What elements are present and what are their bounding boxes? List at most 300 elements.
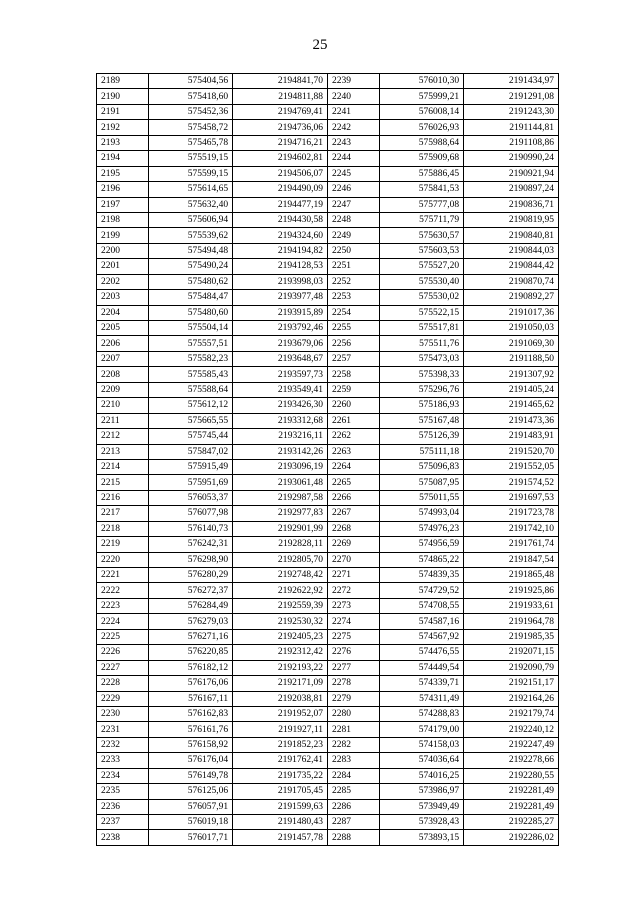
y-coordinate-right: 2192071,15 bbox=[464, 645, 559, 660]
x-coordinate-left: 575494,48 bbox=[149, 243, 233, 258]
y-coordinate-left: 2192193,22 bbox=[233, 660, 328, 675]
point-number-right: 2280 bbox=[327, 706, 379, 721]
y-coordinate-left: 2193792,46 bbox=[233, 321, 328, 336]
point-number-left: 2195 bbox=[97, 166, 149, 181]
x-coordinate-right: 574288,83 bbox=[380, 706, 464, 721]
point-number-right: 2256 bbox=[327, 336, 379, 351]
x-coordinate-right: 574449,54 bbox=[380, 660, 464, 675]
point-number-right: 2261 bbox=[327, 413, 379, 428]
y-coordinate-right: 2191520,70 bbox=[464, 444, 559, 459]
y-coordinate-left: 2194769,41 bbox=[233, 104, 328, 119]
x-coordinate-left: 576271,16 bbox=[149, 629, 233, 644]
table-row bbox=[97, 228, 559, 243]
x-coordinate-right: 576026,93 bbox=[380, 120, 464, 135]
x-coordinate-right: 575087,95 bbox=[380, 475, 464, 490]
x-coordinate-right: 573949,49 bbox=[380, 799, 464, 814]
point-number-left: 2230 bbox=[97, 706, 149, 721]
x-coordinate-left: 576057,91 bbox=[149, 799, 233, 814]
x-coordinate-right: 574839,35 bbox=[380, 568, 464, 583]
y-coordinate-left: 2193648,67 bbox=[233, 351, 328, 366]
x-coordinate-right: 575999,21 bbox=[380, 89, 464, 104]
y-coordinate-left: 2191705,45 bbox=[233, 784, 328, 799]
y-coordinate-right: 2191574,52 bbox=[464, 475, 559, 490]
x-coordinate-right: 574179,00 bbox=[380, 722, 464, 737]
point-number-right: 2269 bbox=[327, 537, 379, 552]
point-number-left: 2208 bbox=[97, 367, 149, 382]
table-row bbox=[97, 89, 559, 104]
y-coordinate-left: 2194324,60 bbox=[233, 228, 328, 243]
x-coordinate-right: 575527,20 bbox=[380, 259, 464, 274]
x-coordinate-right: 576010,30 bbox=[380, 74, 464, 89]
point-number-left: 2189 bbox=[97, 74, 149, 89]
point-number-left: 2215 bbox=[97, 475, 149, 490]
table-row bbox=[97, 506, 559, 521]
y-coordinate-right: 2190819,95 bbox=[464, 212, 559, 227]
x-coordinate-left: 575612,12 bbox=[149, 398, 233, 413]
point-number-left: 2229 bbox=[97, 691, 149, 706]
x-coordinate-left: 576167,11 bbox=[149, 691, 233, 706]
x-coordinate-left: 576242,31 bbox=[149, 537, 233, 552]
point-number-right: 2266 bbox=[327, 490, 379, 505]
y-coordinate-right: 2191925,86 bbox=[464, 583, 559, 598]
x-coordinate-right: 574476,55 bbox=[380, 645, 464, 660]
point-number-left: 2200 bbox=[97, 243, 149, 258]
table-row bbox=[97, 212, 559, 227]
x-coordinate-left: 576077,98 bbox=[149, 506, 233, 521]
y-coordinate-left: 2194490,09 bbox=[233, 182, 328, 197]
point-number-left: 2202 bbox=[97, 274, 149, 289]
x-coordinate-right: 575711,79 bbox=[380, 212, 464, 227]
point-number-right: 2274 bbox=[327, 614, 379, 629]
y-coordinate-right: 2192281,49 bbox=[464, 799, 559, 814]
x-coordinate-left: 575480,60 bbox=[149, 305, 233, 320]
table-row bbox=[97, 629, 559, 644]
y-coordinate-left: 2192828,11 bbox=[233, 537, 328, 552]
x-coordinate-left: 575557,51 bbox=[149, 336, 233, 351]
table-row bbox=[97, 691, 559, 706]
x-coordinate-left: 575847,02 bbox=[149, 444, 233, 459]
table-row bbox=[97, 490, 559, 505]
y-coordinate-left: 2194602,81 bbox=[233, 151, 328, 166]
y-coordinate-left: 2193096,19 bbox=[233, 459, 328, 474]
y-coordinate-right: 2192281,49 bbox=[464, 784, 559, 799]
point-number-right: 2281 bbox=[327, 722, 379, 737]
x-coordinate-right: 575511,76 bbox=[380, 336, 464, 351]
table-row bbox=[97, 645, 559, 660]
x-coordinate-right: 574311,49 bbox=[380, 691, 464, 706]
table-row bbox=[97, 552, 559, 567]
y-coordinate-left: 2193679,06 bbox=[233, 336, 328, 351]
x-coordinate-right: 575096,83 bbox=[380, 459, 464, 474]
x-coordinate-left: 576182,12 bbox=[149, 660, 233, 675]
x-coordinate-right: 575517,81 bbox=[380, 321, 464, 336]
point-number-right: 2246 bbox=[327, 182, 379, 197]
x-coordinate-right: 575186,93 bbox=[380, 398, 464, 413]
x-coordinate-left: 575458,72 bbox=[149, 120, 233, 135]
point-number-left: 2212 bbox=[97, 429, 149, 444]
y-coordinate-left: 2194128,53 bbox=[233, 259, 328, 274]
point-number-right: 2262 bbox=[327, 429, 379, 444]
x-coordinate-left: 576149,78 bbox=[149, 768, 233, 783]
x-coordinate-left: 575588,64 bbox=[149, 382, 233, 397]
y-coordinate-left: 2193312,68 bbox=[233, 413, 328, 428]
point-number-left: 2211 bbox=[97, 413, 149, 428]
x-coordinate-left: 575418,60 bbox=[149, 89, 233, 104]
y-coordinate-left: 2192038,81 bbox=[233, 691, 328, 706]
point-number-right: 2284 bbox=[327, 768, 379, 783]
point-number-right: 2268 bbox=[327, 521, 379, 536]
y-coordinate-left: 2191480,43 bbox=[233, 815, 328, 830]
table-row bbox=[97, 768, 559, 783]
y-coordinate-right: 2191865,48 bbox=[464, 568, 559, 583]
x-coordinate-right: 574865,22 bbox=[380, 552, 464, 567]
x-coordinate-right: 575011,55 bbox=[380, 490, 464, 505]
x-coordinate-right: 574016,25 bbox=[380, 768, 464, 783]
x-coordinate-left: 576272,37 bbox=[149, 583, 233, 598]
table-row bbox=[97, 259, 559, 274]
y-coordinate-left: 2194506,07 bbox=[233, 166, 328, 181]
point-number-left: 2213 bbox=[97, 444, 149, 459]
table-row bbox=[97, 321, 559, 336]
x-coordinate-left: 576279,03 bbox=[149, 614, 233, 629]
point-number-left: 2203 bbox=[97, 290, 149, 305]
x-coordinate-right: 574339,71 bbox=[380, 676, 464, 691]
y-coordinate-right: 2192151,17 bbox=[464, 676, 559, 691]
table-row bbox=[97, 583, 559, 598]
point-number-left: 2232 bbox=[97, 737, 149, 752]
table-row bbox=[97, 830, 559, 845]
y-coordinate-left: 2193915,89 bbox=[233, 305, 328, 320]
x-coordinate-right: 574976,23 bbox=[380, 521, 464, 536]
x-coordinate-right: 575603,53 bbox=[380, 243, 464, 258]
x-coordinate-left: 576176,04 bbox=[149, 753, 233, 768]
y-coordinate-left: 2192171,09 bbox=[233, 676, 328, 691]
x-coordinate-right: 575167,48 bbox=[380, 413, 464, 428]
point-number-right: 2252 bbox=[327, 274, 379, 289]
point-number-right: 2286 bbox=[327, 799, 379, 814]
point-number-left: 2220 bbox=[97, 552, 149, 567]
y-coordinate-left: 2192405,23 bbox=[233, 629, 328, 644]
point-number-right: 2257 bbox=[327, 351, 379, 366]
point-number-left: 2193 bbox=[97, 135, 149, 150]
point-number-right: 2250 bbox=[327, 243, 379, 258]
y-coordinate-right: 2191069,30 bbox=[464, 336, 559, 351]
y-coordinate-right: 2191761,74 bbox=[464, 537, 559, 552]
table-row bbox=[97, 382, 559, 397]
x-coordinate-right: 573986,97 bbox=[380, 784, 464, 799]
point-number-right: 2283 bbox=[327, 753, 379, 768]
y-coordinate-right: 2190844,03 bbox=[464, 243, 559, 258]
x-coordinate-left: 575614,65 bbox=[149, 182, 233, 197]
y-coordinate-left: 2194811,88 bbox=[233, 89, 328, 104]
point-number-left: 2235 bbox=[97, 784, 149, 799]
point-number-left: 2222 bbox=[97, 583, 149, 598]
y-coordinate-right: 2191723,78 bbox=[464, 506, 559, 521]
x-coordinate-left: 576125,06 bbox=[149, 784, 233, 799]
table-row bbox=[97, 784, 559, 799]
point-number-left: 2192 bbox=[97, 120, 149, 135]
y-coordinate-left: 2192622,92 bbox=[233, 583, 328, 598]
y-coordinate-right: 2191108,86 bbox=[464, 135, 559, 150]
table-row bbox=[97, 676, 559, 691]
point-number-left: 2206 bbox=[97, 336, 149, 351]
y-coordinate-right: 2190990,24 bbox=[464, 151, 559, 166]
point-number-right: 2244 bbox=[327, 151, 379, 166]
point-number-left: 2201 bbox=[97, 259, 149, 274]
y-coordinate-left: 2193061,48 bbox=[233, 475, 328, 490]
point-number-left: 2191 bbox=[97, 104, 149, 119]
y-coordinate-right: 2191985,35 bbox=[464, 629, 559, 644]
x-coordinate-left: 576053,37 bbox=[149, 490, 233, 505]
table-row bbox=[97, 737, 559, 752]
table-row bbox=[97, 799, 559, 814]
point-number-left: 2198 bbox=[97, 212, 149, 227]
y-coordinate-right: 2190870,74 bbox=[464, 274, 559, 289]
point-number-left: 2205 bbox=[97, 321, 149, 336]
x-coordinate-right: 575530,02 bbox=[380, 290, 464, 305]
x-coordinate-right: 575530,40 bbox=[380, 274, 464, 289]
y-coordinate-right: 2191483,91 bbox=[464, 429, 559, 444]
x-coordinate-right: 575522,15 bbox=[380, 305, 464, 320]
y-coordinate-right: 2192280,55 bbox=[464, 768, 559, 783]
y-coordinate-left: 2193142,26 bbox=[233, 444, 328, 459]
x-coordinate-left: 575484,47 bbox=[149, 290, 233, 305]
point-number-right: 2288 bbox=[327, 830, 379, 845]
table-row bbox=[97, 722, 559, 737]
x-coordinate-right: 575296,76 bbox=[380, 382, 464, 397]
point-number-right: 2273 bbox=[327, 598, 379, 613]
y-coordinate-right: 2191933,61 bbox=[464, 598, 559, 613]
x-coordinate-right: 575841,53 bbox=[380, 182, 464, 197]
point-number-right: 2267 bbox=[327, 506, 379, 521]
y-coordinate-right: 2191847,54 bbox=[464, 552, 559, 567]
y-coordinate-left: 2191735,22 bbox=[233, 768, 328, 783]
y-coordinate-right: 2191017,36 bbox=[464, 305, 559, 320]
x-coordinate-left: 576158,92 bbox=[149, 737, 233, 752]
x-coordinate-right: 575988,64 bbox=[380, 135, 464, 150]
y-coordinate-right: 2191697,53 bbox=[464, 490, 559, 505]
x-coordinate-left: 575582,23 bbox=[149, 351, 233, 366]
y-coordinate-left: 2192559,39 bbox=[233, 598, 328, 613]
x-coordinate-left: 576220,85 bbox=[149, 645, 233, 660]
y-coordinate-right: 2190897,24 bbox=[464, 182, 559, 197]
y-coordinate-left: 2194716,21 bbox=[233, 135, 328, 150]
point-number-left: 2238 bbox=[97, 830, 149, 845]
y-coordinate-right: 2190892,27 bbox=[464, 290, 559, 305]
y-coordinate-right: 2191465,62 bbox=[464, 398, 559, 413]
y-coordinate-left: 2192987,58 bbox=[233, 490, 328, 505]
table-row bbox=[97, 243, 559, 258]
x-coordinate-left: 575632,40 bbox=[149, 197, 233, 212]
y-coordinate-right: 2192285,27 bbox=[464, 815, 559, 830]
x-coordinate-left: 575480,62 bbox=[149, 274, 233, 289]
x-coordinate-left: 576161,76 bbox=[149, 722, 233, 737]
x-coordinate-left: 576140,73 bbox=[149, 521, 233, 536]
y-coordinate-left: 2193216,11 bbox=[233, 429, 328, 444]
point-number-right: 2247 bbox=[327, 197, 379, 212]
x-coordinate-left: 575745,44 bbox=[149, 429, 233, 444]
table-row bbox=[97, 429, 559, 444]
y-coordinate-left: 2191952,07 bbox=[233, 706, 328, 721]
point-number-left: 2216 bbox=[97, 490, 149, 505]
point-number-right: 2272 bbox=[327, 583, 379, 598]
y-coordinate-left: 2191762,41 bbox=[233, 753, 328, 768]
point-number-left: 2196 bbox=[97, 182, 149, 197]
y-coordinate-left: 2191457,78 bbox=[233, 830, 328, 845]
point-number-left: 2236 bbox=[97, 799, 149, 814]
y-coordinate-right: 2190840,81 bbox=[464, 228, 559, 243]
point-number-right: 2287 bbox=[327, 815, 379, 830]
x-coordinate-right: 574956,59 bbox=[380, 537, 464, 552]
point-number-right: 2277 bbox=[327, 660, 379, 675]
y-coordinate-right: 2192090,79 bbox=[464, 660, 559, 675]
y-coordinate-right: 2190921,94 bbox=[464, 166, 559, 181]
table-row bbox=[97, 274, 559, 289]
x-coordinate-right: 575111,18 bbox=[380, 444, 464, 459]
y-coordinate-right: 2192278,66 bbox=[464, 753, 559, 768]
table-row bbox=[97, 351, 559, 366]
x-coordinate-left: 576017,71 bbox=[149, 830, 233, 845]
y-coordinate-left: 2192901,99 bbox=[233, 521, 328, 536]
x-coordinate-left: 575519,15 bbox=[149, 151, 233, 166]
table-row bbox=[97, 521, 559, 536]
point-number-right: 2279 bbox=[327, 691, 379, 706]
table-row bbox=[97, 475, 559, 490]
y-coordinate-left: 2193426,30 bbox=[233, 398, 328, 413]
point-number-right: 2245 bbox=[327, 166, 379, 181]
x-coordinate-right: 575886,45 bbox=[380, 166, 464, 181]
point-number-right: 2248 bbox=[327, 212, 379, 227]
x-coordinate-right: 573893,15 bbox=[380, 830, 464, 845]
y-coordinate-right: 2190836,71 bbox=[464, 197, 559, 212]
x-coordinate-left: 575404,56 bbox=[149, 74, 233, 89]
point-number-right: 2260 bbox=[327, 398, 379, 413]
table-row bbox=[97, 367, 559, 382]
x-coordinate-left: 575599,15 bbox=[149, 166, 233, 181]
y-coordinate-right: 2192247,49 bbox=[464, 737, 559, 752]
point-number-right: 2259 bbox=[327, 382, 379, 397]
page-number: 25 bbox=[312, 37, 328, 53]
table-row bbox=[97, 815, 559, 830]
y-coordinate-right: 2191552,05 bbox=[464, 459, 559, 474]
table-row bbox=[97, 398, 559, 413]
x-coordinate-right: 575777,08 bbox=[380, 197, 464, 212]
x-coordinate-right: 576008,14 bbox=[380, 104, 464, 119]
y-coordinate-right: 2191742,10 bbox=[464, 521, 559, 536]
point-number-right: 2254 bbox=[327, 305, 379, 320]
y-coordinate-right: 2191050,03 bbox=[464, 321, 559, 336]
table-row bbox=[97, 182, 559, 197]
y-coordinate-right: 2191243,30 bbox=[464, 104, 559, 119]
table-row bbox=[97, 614, 559, 629]
y-coordinate-left: 2194841,70 bbox=[233, 74, 328, 89]
x-coordinate-left: 575504,14 bbox=[149, 321, 233, 336]
table-row bbox=[97, 660, 559, 675]
x-coordinate-left: 576176,06 bbox=[149, 676, 233, 691]
table-row bbox=[97, 753, 559, 768]
point-number-left: 2219 bbox=[97, 537, 149, 552]
point-number-left: 2231 bbox=[97, 722, 149, 737]
point-number-left: 2210 bbox=[97, 398, 149, 413]
x-coordinate-right: 575398,33 bbox=[380, 367, 464, 382]
point-number-left: 2226 bbox=[97, 645, 149, 660]
point-number-right: 2270 bbox=[327, 552, 379, 567]
point-number-right: 2285 bbox=[327, 784, 379, 799]
y-coordinate-right: 2191964,78 bbox=[464, 614, 559, 629]
point-number-left: 2207 bbox=[97, 351, 149, 366]
x-coordinate-right: 574993,04 bbox=[380, 506, 464, 521]
point-number-right: 2282 bbox=[327, 737, 379, 752]
table-row bbox=[97, 305, 559, 320]
x-coordinate-right: 575126,39 bbox=[380, 429, 464, 444]
y-coordinate-left: 2192530,32 bbox=[233, 614, 328, 629]
point-number-right: 2275 bbox=[327, 629, 379, 644]
x-coordinate-right: 575909,68 bbox=[380, 151, 464, 166]
table-row bbox=[97, 197, 559, 212]
point-number-right: 2255 bbox=[327, 321, 379, 336]
point-number-left: 2227 bbox=[97, 660, 149, 675]
y-coordinate-right: 2191405,24 bbox=[464, 382, 559, 397]
x-coordinate-left: 575490,24 bbox=[149, 259, 233, 274]
x-coordinate-left: 575465,78 bbox=[149, 135, 233, 150]
y-coordinate-left: 2193998,03 bbox=[233, 274, 328, 289]
x-coordinate-right: 573928,43 bbox=[380, 815, 464, 830]
point-number-right: 2263 bbox=[327, 444, 379, 459]
x-coordinate-right: 575473,03 bbox=[380, 351, 464, 366]
point-number-left: 2214 bbox=[97, 459, 149, 474]
y-coordinate-right: 2190844,42 bbox=[464, 259, 559, 274]
table-row bbox=[97, 706, 559, 721]
x-coordinate-left: 575915,49 bbox=[149, 459, 233, 474]
point-number-right: 2278 bbox=[327, 676, 379, 691]
table-row bbox=[97, 537, 559, 552]
table-row bbox=[97, 74, 559, 89]
y-coordinate-left: 2192312,42 bbox=[233, 645, 328, 660]
y-coordinate-left: 2191852,23 bbox=[233, 737, 328, 752]
table-row bbox=[97, 135, 559, 150]
y-coordinate-left: 2193977,48 bbox=[233, 290, 328, 305]
y-coordinate-left: 2191927,11 bbox=[233, 722, 328, 737]
y-coordinate-right: 2191307,92 bbox=[464, 367, 559, 382]
table-row bbox=[97, 120, 559, 135]
coordinates-table bbox=[96, 73, 559, 846]
x-coordinate-left: 575665,55 bbox=[149, 413, 233, 428]
x-coordinate-right: 574036,64 bbox=[380, 753, 464, 768]
point-number-left: 2209 bbox=[97, 382, 149, 397]
y-coordinate-right: 2192164,26 bbox=[464, 691, 559, 706]
point-number-right: 2276 bbox=[327, 645, 379, 660]
point-number-right: 2271 bbox=[327, 568, 379, 583]
y-coordinate-left: 2191599,63 bbox=[233, 799, 328, 814]
y-coordinate-right: 2191188,50 bbox=[464, 351, 559, 366]
point-number-left: 2197 bbox=[97, 197, 149, 212]
point-number-right: 2265 bbox=[327, 475, 379, 490]
table-row bbox=[97, 459, 559, 474]
point-number-left: 2218 bbox=[97, 521, 149, 536]
x-coordinate-left: 575951,69 bbox=[149, 475, 233, 490]
point-number-right: 2243 bbox=[327, 135, 379, 150]
point-number-left: 2224 bbox=[97, 614, 149, 629]
point-number-left: 2237 bbox=[97, 815, 149, 830]
y-coordinate-left: 2194477,19 bbox=[233, 197, 328, 212]
x-coordinate-right: 574729,52 bbox=[380, 583, 464, 598]
point-number-left: 2233 bbox=[97, 753, 149, 768]
x-coordinate-left: 575585,43 bbox=[149, 367, 233, 382]
y-coordinate-left: 2194194,82 bbox=[233, 243, 328, 258]
y-coordinate-right: 2192286,02 bbox=[464, 830, 559, 845]
point-number-left: 2228 bbox=[97, 676, 149, 691]
y-coordinate-right: 2191434,97 bbox=[464, 74, 559, 89]
